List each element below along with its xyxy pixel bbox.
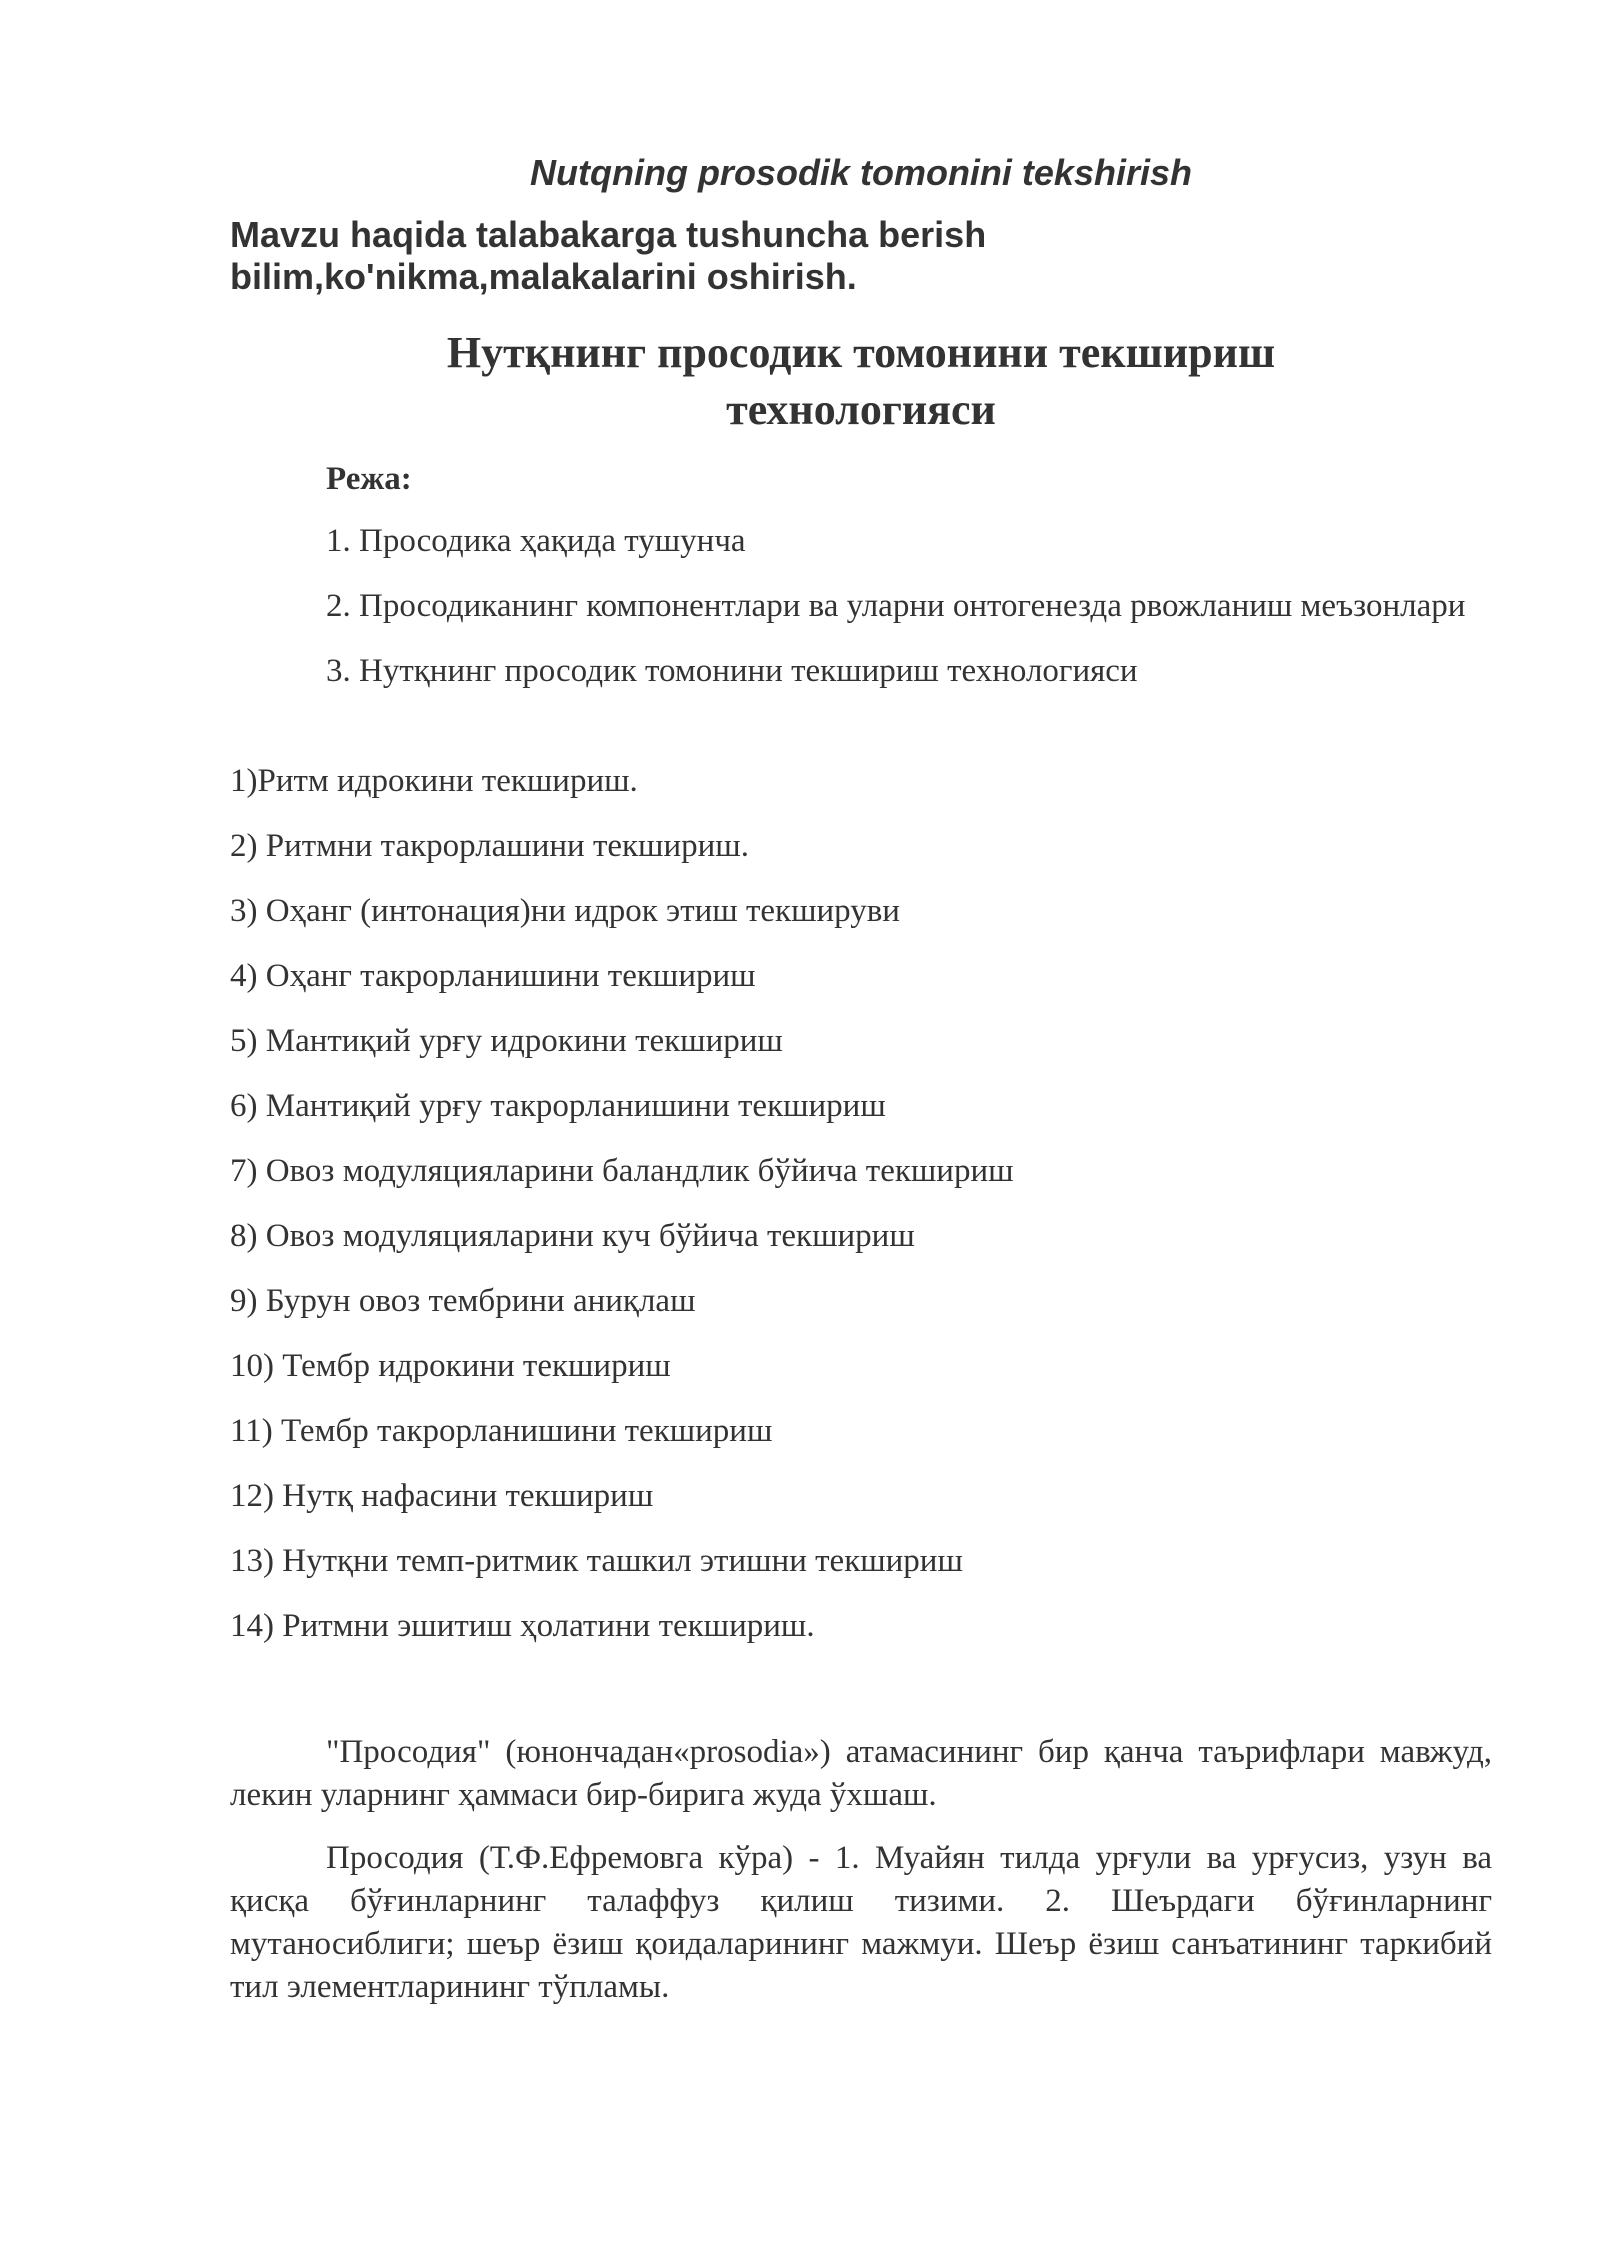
- plan-item: 3. Нутқнинг просодик томонини текшириш технологияси: [326, 653, 1138, 689]
- check-item: 14) Ритмни эшитиш ҳолатини текшириш.: [230, 1608, 815, 1644]
- plan-heading: Режа:: [326, 461, 412, 497]
- plan-item: 1. Просодика ҳақида тушунча: [326, 523, 746, 559]
- lesson-goal-line-1: Mavzu haqida talabakarga tushuncha berish: [230, 214, 987, 255]
- check-item: 8) Овоз модуляцияларини куч бўйича текшириш: [230, 1218, 915, 1254]
- check-item: 10) Тембр идрокини текшириш: [230, 1348, 671, 1384]
- body-paragraph-prosody-definition: Просодия (Т.Ф.Ефремовга кўра) - 1. Муайян тилда урғули ва урғусиз, узун ва қисқа бўғинларнинг талаффуз қилиш тизими. 2. Шеърдаги бўғинларнинг мутаносиблиги; шеър ёзиш қоидаларининг мажмуи. Шеър ёзиш санъатининг таркибий тил элементларининг тўпламы.: [230, 1840, 1492, 2005]
- check-item: 13) Нутқни темп-ритмик ташкил этишни текшириш: [230, 1543, 963, 1579]
- document-title-line-1: Нутқнинг просодик томонини текшириш: [446, 328, 1276, 377]
- check-item: 5) Мантиқий урғу идрокини текшириш: [230, 1023, 783, 1059]
- check-item: 2) Ритмни такрорлашини текшириш.: [230, 828, 749, 864]
- body-paragraph-prosody-intro: "Просодия" (юнончадан«prosodia») атамасининг бир қанча таърифлари мавжуд, лекин уларнинг ҳаммаси бир-бирига жуда ўхшаш.: [230, 1734, 1492, 1813]
- document-page: [230, 0, 1492, 2262]
- check-item: 9) Бурун овоз тембрини аниқлаш: [230, 1283, 696, 1319]
- check-item: 3) Оҳанг (интонация)ни идрок этиш текшируви: [230, 893, 900, 929]
- topic-italic-heading: Nutqning prosodik tomonini tekshirish: [530, 152, 1192, 193]
- lesson-goal: [230, 214, 1492, 298]
- plan-list: [230, 520, 1492, 715]
- check-item: 6) Мантиқий урғу такрорланишини текшириш: [230, 1088, 886, 1124]
- plan-item: 2. Просодиканинг компонентлари ва уларни онтогенезда рвожланиш меъзонлари: [326, 588, 1466, 624]
- check-item: 12) Нутқ нафасини текшириш: [230, 1478, 654, 1514]
- check-item: 11) Тембр такрорланишини текшириш: [230, 1413, 773, 1449]
- checks-list: [230, 760, 1492, 1670]
- check-item: 7) Овоз модуляцияларини баландлик бўйича текшириш: [230, 1153, 1014, 1189]
- check-item: 4) Оҳанг такрорланишини текшириш: [230, 958, 756, 994]
- document-title: [230, 324, 1492, 438]
- lesson-goal-line-2: bilim,ko'nikma,malakalarini oshirish.: [230, 256, 857, 297]
- check-item: 1)Ритм идрокини текшириш.: [230, 763, 638, 799]
- document-title-line-2: технологияси: [726, 385, 996, 434]
